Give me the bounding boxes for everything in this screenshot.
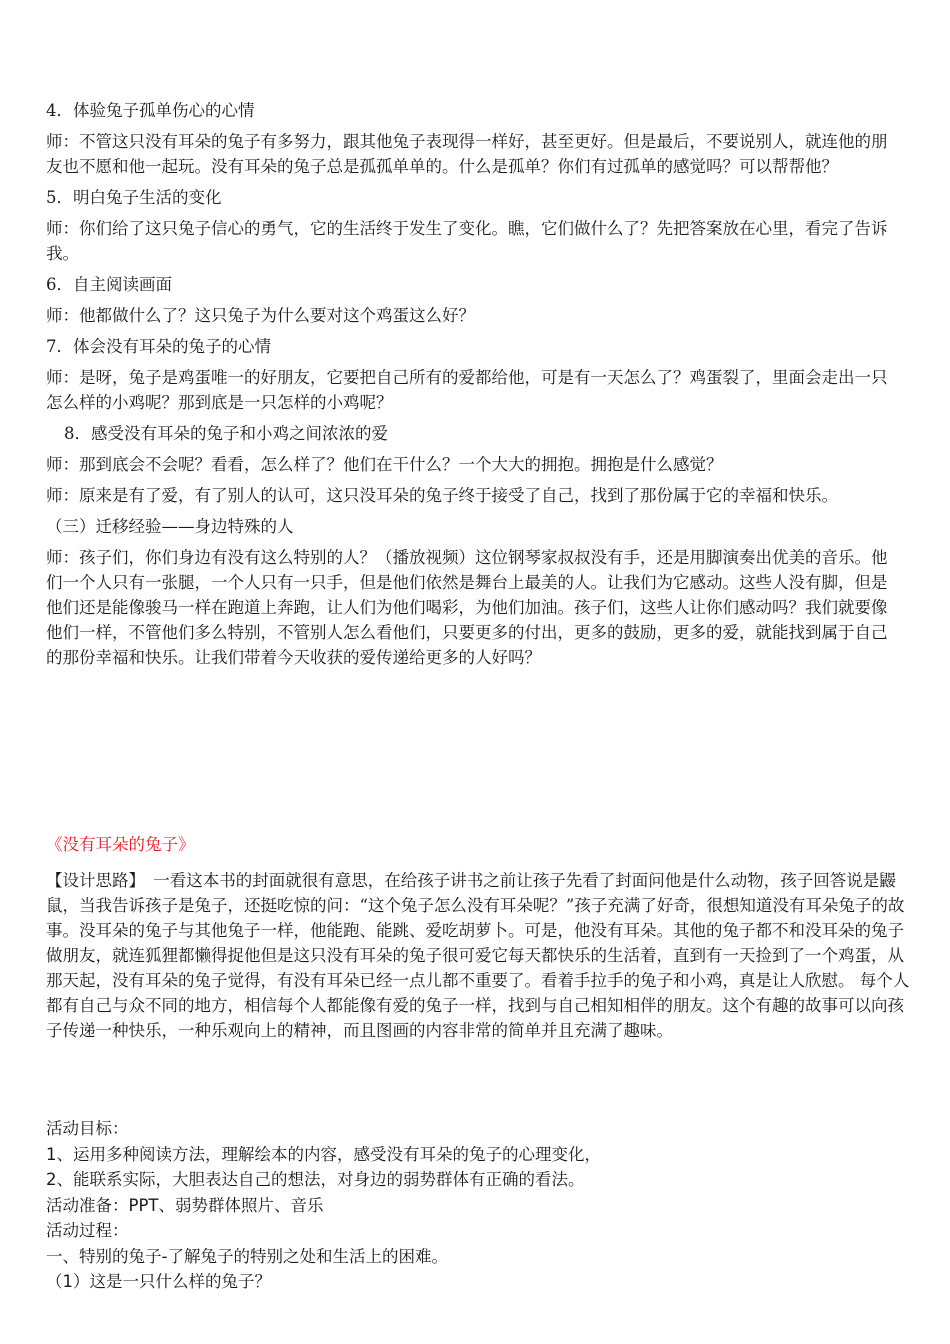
step4-heading: 4．体验兔子孤单伤心的心情 bbox=[46, 101, 255, 120]
preparation-line: 活动准备：PPT、弱势群体照片、音乐 bbox=[46, 1195, 324, 1215]
step7-paragraph: 师：是呀，兔子是鸡蛋唯一的好朋友，它要把自己所有的爱都给他，可是有一天怎么了？鸡蛋裂了，里面会走出一只怎么样的小鸡呢？那到底是一只怎样的小鸡呢？ bbox=[46, 368, 888, 412]
design-thinking-paragraph: 【设计思路】 一看这本书的封面就很有意思，在给孩子讲书之前让孩子先看了封面问他是什么动物，孩子回答说是鼹鼠，当我告诉孩子是兔子，还挺吃惊的问：“这个兔子怎么没有耳朵呢？”孩子充满了好奇，很想知道没有耳朵兔子的故事。没耳朵的兔子与其他兔子一样，他能跑、能跳、爱吃胡萝卜。可是，他没有耳朵。其他的兔子都不和没耳朵的兔子做朋友，就连狐狸都懒得捉他但是这只没有耳朵的兔子很可爱它每天都快乐的生活着，直到有一天捡到了一个鸡蛋，从那天起，没有耳朵的兔子觉得，有没有耳朵已经一点儿都不重要了。看着手拉手的兔子和小鸡，真是让人欣慰。 每个人都有自己与众不同的地方，相信每个人都能像有爱的兔子一样，找到与自己相知相伴的朋友。这个有趣的故事可以向孩子传递一种快乐，一种乐观向上的精神，而且图画的内容非常的简单并且充满了趣味。 bbox=[46, 871, 910, 1040]
process-heading: 活动过程： bbox=[46, 1221, 129, 1240]
step5-paragraph: 师：你们给了这只兔子信心的勇气，它的生活终于发生了变化。瞧，它们做什么了？先把答案放在心里，看完了告诉我。 bbox=[46, 219, 888, 263]
step7-heading: 7．体会没有耳朵的兔子的心情 bbox=[46, 337, 271, 356]
goals-heading: 活动目标： bbox=[46, 1119, 129, 1138]
activity-section bbox=[46, 1116, 916, 1295]
goal-item-1: 1、运用多种阅读方法，理解绘本的内容，感受没有耳朵的兔子的心理变化， bbox=[46, 1144, 601, 1164]
process-step-1: 一、特别的兔子-了解兔子的特别之处和生活上的困难。 bbox=[46, 1246, 448, 1266]
lesson-steps-section bbox=[46, 98, 894, 676]
step8-heading: 8．感受没有耳朵的兔子和小鸡之间浓浓的爱 bbox=[64, 424, 388, 443]
step4-paragraph: 师：不管这只没有耳朵的兔子有多努力，跟其他兔子表现得一样好，甚至更好。但是最后，不要说别人，就连他的朋友也不愿和他一起玩。没有耳朵的兔子总是孤孤单单的。什么是孤单？你们有过孤单的感觉吗？可以帮帮他？ bbox=[46, 132, 888, 176]
goal-item-2: 2、能联系实际，大胆表达自己的想法，对身边的弱势群体有正确的看法。 bbox=[46, 1170, 585, 1189]
step6-paragraph: 师：他都做什么了？这只兔子为什么要对这个鸡蛋这么好？ bbox=[46, 306, 475, 325]
step6-heading: 6．自主阅读画面 bbox=[46, 275, 172, 294]
step8-paragraph-a: 师：那到底会不会呢？看看，怎么样了？他们在干什么？一个大大的拥抱。拥抱是什么感觉？ bbox=[46, 455, 723, 474]
step8-paragraph-b: 师：原来是有了爱，有了别人的认可，这只没耳朵的兔子终于接受了自己，找到了那份属于它的幸福和快乐。 bbox=[46, 486, 838, 505]
section3-heading: （三）迁移经验——身边特殊的人 bbox=[46, 517, 294, 536]
step5-heading: 5．明白兔子生活的变化 bbox=[46, 188, 222, 207]
document-title: 《没有耳朵的兔子》 bbox=[46, 835, 195, 854]
process-question-1: （1）这是一只什么样的兔子？ bbox=[46, 1272, 271, 1291]
section3-paragraph: 师：孩子们，你们身边有没有这么特别的人？（播放视频）这位钢琴家叔叔没有手，还是用脚演奏出优美的音乐。他们一个人只有一张腿，一个人只有一只手，但是他们依然是舞台上最美的人。让我们为它感动。这些人没有脚，但是他们还是能像骏马一样在跑道上奔跑，让人们为他们喝彩，为他们加油。孩子们，这些人让你们感动吗？我们就要像他们一样，不管他们多么特别，不管别人怎么看他们，只要更多的付出，更多的鼓励，更多的爱，就能找到属于自己的那份幸福和快乐。让我们带着今天收获的爱传递给更多的人好吗？ bbox=[46, 548, 888, 667]
